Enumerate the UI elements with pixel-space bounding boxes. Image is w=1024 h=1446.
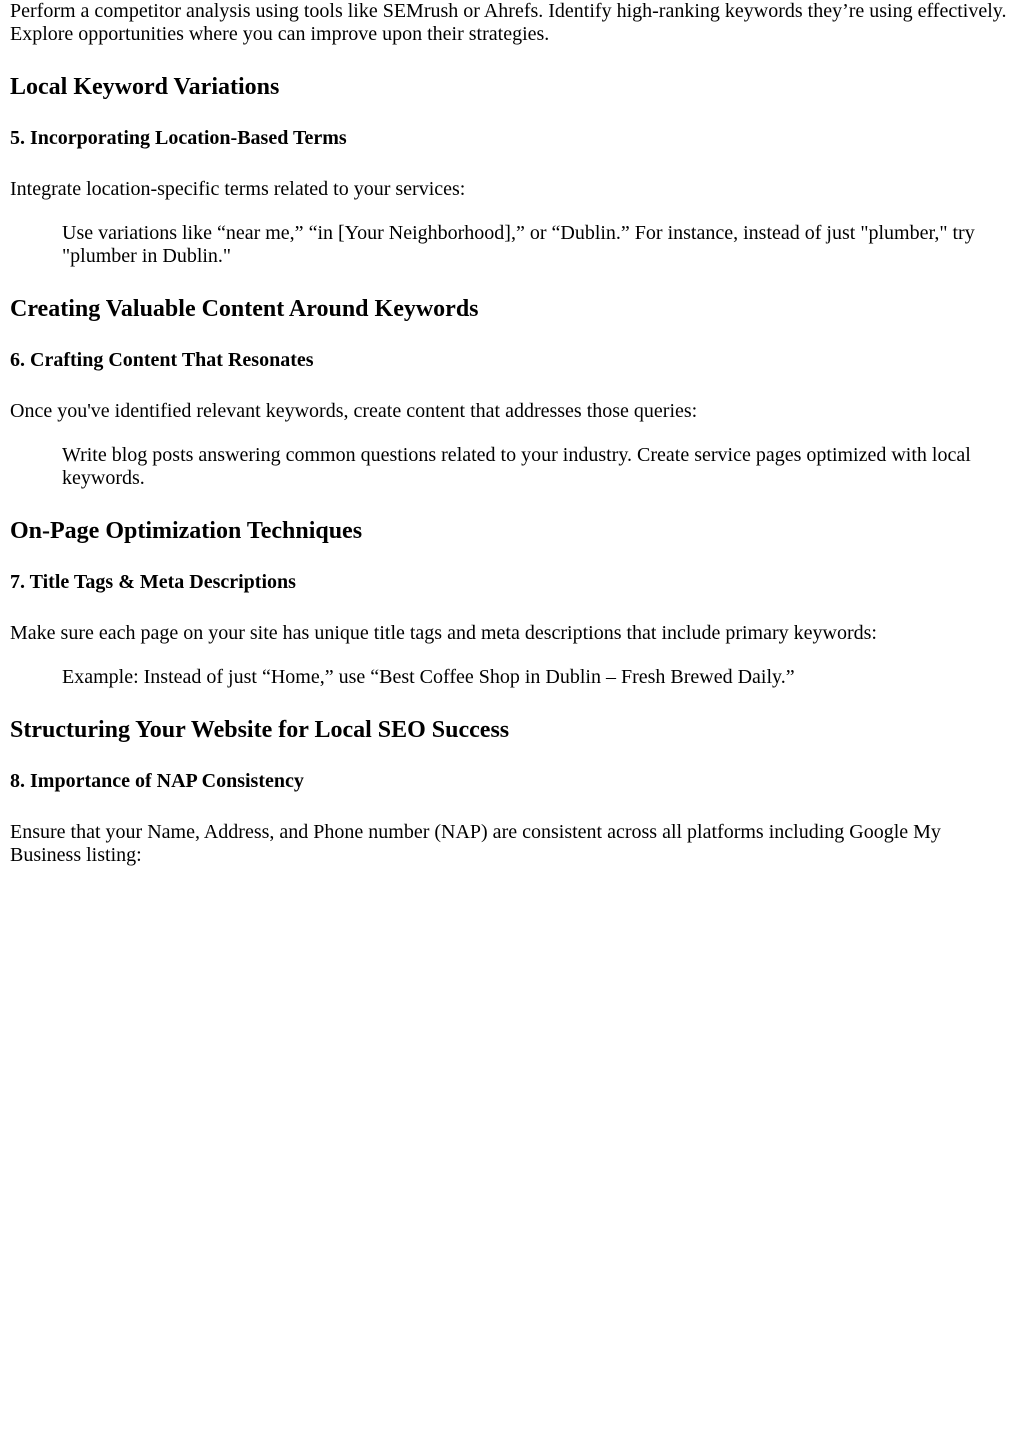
section-structuring-website — [10, 716, 1014, 867]
document-page — [10, 0, 1014, 867]
section-local-keyword-variations — [10, 73, 1014, 268]
section-heading: On-Page Optimization Techniques — [10, 518, 363, 544]
section-on-page-optimization — [10, 517, 1014, 689]
section-quote: Write blog posts answering common questions related to your industry. Create service pages optimized with local keywords. — [62, 444, 971, 489]
section-paragraph: Ensure that your Name, Address, and Phone number (NAP) are consistent across all platforms including Google My Business listing: — [10, 821, 941, 866]
section-heading: Structuring Your Website for Local SEO Success — [10, 717, 510, 743]
section-subheading: 6. Crafting Content That Resonates — [10, 349, 314, 371]
section-subheading: 8. Importance of NAP Consistency — [10, 770, 304, 792]
section-quote: Use variations like “near me,” “in [Your Neighborhood],” or “Dublin.” For instance, instead of just "plumber," try "plumber in Dublin." — [62, 222, 975, 267]
section-heading: Local Keyword Variations — [10, 74, 280, 100]
section-subheading: 7. Title Tags & Meta Descriptions — [10, 571, 296, 593]
section-quote: Example: Instead of just “Home,” use “Best Coffee Shop in Dublin – Fresh Brewed Daily.” — [62, 666, 795, 688]
section-heading: Creating Valuable Content Around Keywords — [10, 296, 479, 322]
section-paragraph: Integrate location-specific terms related to your services: — [10, 178, 466, 200]
intro-paragraph: Perform a competitor analysis using tools like SEMrush or Ahrefs. Identify high-ranking keywords they’re using effectively. Explore opportunities where you can improve upon their strategies. — [10, 0, 1007, 45]
section-paragraph: Once you've identified relevant keywords, create content that addresses those queries: — [10, 400, 698, 422]
section-creating-valuable-content — [10, 295, 1014, 490]
section-paragraph: Make sure each page on your site has unique title tags and meta descriptions that include primary keywords: — [10, 622, 877, 644]
section-subheading: 5. Incorporating Location-Based Terms — [10, 127, 347, 149]
